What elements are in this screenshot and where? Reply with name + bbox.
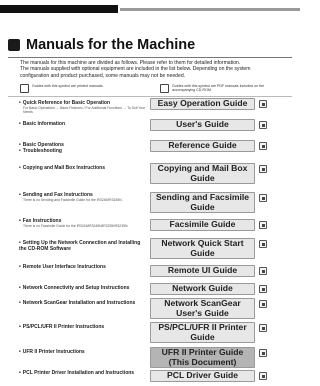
guide-title-box: PCL Driver Guide (150, 370, 255, 382)
legend-pdf-text: Guides with this symbol are PDF manuals included on the accompanying CD-ROM. (172, 84, 265, 93)
intro-line: configuration and product purchased, some manuals may not be needed. (20, 72, 186, 79)
guide-title-box: Reference Guide (150, 140, 255, 152)
intro-text (20, 60, 295, 79)
header-bar-black (0, 5, 118, 13)
topic-bullet (19, 165, 147, 171)
title-rule (8, 57, 292, 58)
bullet-marker: • (19, 100, 21, 106)
cd-rom-icon (259, 349, 267, 357)
topic-label: Network Connectivity and Setup Instructions (22, 285, 130, 291)
topic-bullet (19, 300, 147, 306)
printed-manual-icon (259, 121, 267, 129)
topic-label: Remote User Interface Instructions (22, 264, 106, 270)
bullet-marker: • (19, 285, 21, 291)
bullet-marker: • (19, 121, 21, 127)
bullet-marker: • (19, 192, 21, 198)
topic-label: Quick Reference for Basic Operation (22, 100, 111, 106)
bullet-marker: • (19, 142, 21, 148)
guide-title-box: User's Guide (150, 119, 255, 131)
bullet-marker: • (19, 300, 21, 306)
header-bar (0, 5, 300, 13)
guide-title-box: UFR II Printer Guide (This Document) (150, 347, 255, 368)
topic-note: For Basic Operations → Basic Features / For Additional Functions → To Suit Your Needs (23, 106, 146, 115)
guide-title-box: Remote UI Guide (150, 265, 255, 277)
guide-title-box: Copying and Mail Box Guide (150, 163, 255, 184)
topic-label: Copying and Mail Box Instructions (22, 165, 105, 171)
guide-title-box: Network Quick Start Guide (150, 238, 255, 259)
guide-title-box: Network Guide (150, 283, 255, 295)
intro-line: The manuals supplied with optional equipment are included in the list below. Depending on the system (20, 66, 251, 73)
guide-title-box: Easy Operation Guide (150, 98, 255, 110)
cd-rom-icon (259, 267, 267, 275)
topic-label: Sending and Fax Instructions (22, 192, 93, 198)
cd-rom-icon (259, 300, 267, 308)
printed-manual-icon (20, 84, 29, 93)
cd-rom-icon (160, 84, 169, 93)
guide-title-box: PS/PCL/UFR II Printer Guide (150, 322, 255, 343)
printed-manual-icon (259, 100, 267, 108)
bullet-marker: • (19, 324, 21, 330)
topic-bullet (19, 121, 147, 127)
cd-rom-icon (259, 285, 267, 293)
topic-bullet (19, 285, 147, 291)
legend-pdf (160, 84, 285, 93)
printed-manual-icon (259, 240, 267, 248)
title-row (8, 36, 195, 54)
topic-label: Setting Up the Network Connection and Installing the CD-ROM Software (19, 240, 141, 252)
cd-rom-icon (259, 372, 267, 380)
topic-note: There is no Facsimile Guide for the iR3245/iR3245N/iR3235/iR3235N. (23, 224, 129, 228)
guide-title-box: Facsimile Guide (150, 219, 255, 231)
legend-printed (20, 84, 130, 93)
bullet-marker: • (19, 148, 21, 154)
bullet-marker: • (19, 218, 21, 224)
topic-label: Fax Instructions (22, 218, 62, 224)
topic-bullet (19, 349, 147, 355)
topic-bullet (19, 264, 147, 270)
topic-label: Troubleshooting (22, 148, 62, 154)
intro-line: The manuals for this machine are divided as follows. Please refer to them for detailed information. (20, 60, 241, 66)
bullet-marker: • (19, 264, 21, 270)
bullet-marker: • (19, 240, 21, 246)
topic-label: UFR II Printer Instructions (22, 349, 85, 355)
topic-label: Network ScanGear Installation and Instructions (22, 300, 136, 306)
topic-label: PCL Printer Driver Installation and Instructions (22, 370, 135, 376)
header-bar-grey (120, 8, 300, 11)
topic-label: PS/PCL/UFR II Printer Instructions (22, 324, 105, 330)
legend-printed-text: Guides with this symbol are printed manuals. (32, 84, 104, 88)
guide-title-box: Network ScanGear User's Guide (150, 298, 255, 319)
bullet-marker: • (19, 349, 21, 355)
cd-rom-icon (259, 142, 267, 150)
topic-bullet (19, 370, 147, 376)
topic-bullet (19, 240, 147, 252)
guide-title-box: Sending and Facsimile Guide (150, 192, 255, 213)
bullet-marker: • (19, 370, 21, 376)
topic-label: Basic Operations (22, 142, 64, 148)
cd-rom-icon (259, 221, 267, 229)
topic-bullet (19, 324, 147, 330)
cd-rom-icon (259, 165, 267, 173)
page-title: Manuals for the Machine (26, 37, 196, 53)
section-marker-icon (8, 39, 20, 51)
topic-note: There is no Sending and Facsimile Guide for the iR3245/iR3245N. (23, 198, 123, 202)
legend-divider (8, 96, 292, 97)
bullet-marker: • (19, 165, 21, 171)
topic-label: Basic Information (22, 121, 65, 127)
topic-bullet (19, 142, 147, 154)
cd-rom-icon (259, 324, 267, 332)
cd-rom-icon (259, 194, 267, 202)
